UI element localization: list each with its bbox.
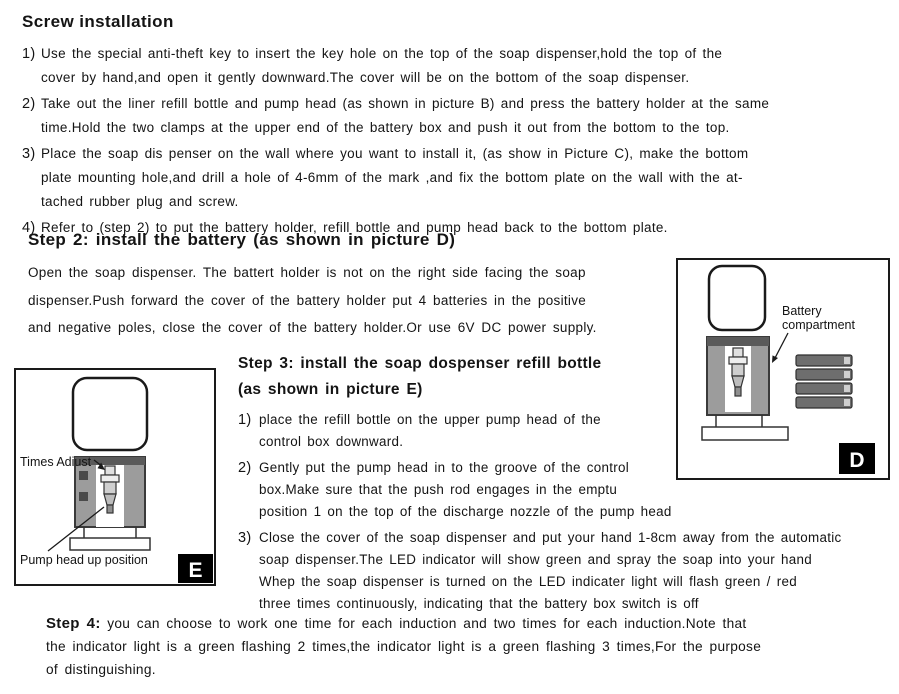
step-number: 1)	[22, 46, 36, 62]
step-text: Gently put the pump head in to the groove of the control box.Make sure that the push rod engages in the emptu position 1 on the top of the discharge nozzle of the pump head	[259, 460, 672, 519]
step-number: 3)	[22, 146, 36, 162]
step4-paragraph	[46, 612, 891, 681]
step-number: 4)	[22, 220, 36, 236]
list-item	[238, 409, 890, 453]
step-text: Place the soap dis penser on the wall where you want to install it, (as show in Picture C), make the bottom plate mounting hole,and drill a hole of 4-6mm of the mark ,and fix the bottom plate on the wall with the at- tached rubber plug and screw.	[41, 146, 749, 209]
step4-label: Step 4:	[46, 615, 101, 632]
figure-e	[14, 368, 216, 586]
step-number: 2)	[238, 460, 252, 476]
screw-hole-top	[79, 471, 88, 480]
step2-body: Open the soap dispenser. The battert holder is not on the right side facing the soap dispenser.Push forward the cover of the battery holder put 4 batteries in the positive and negative poles, close the cover of the battery holder.Or use 6V DC power supply.	[28, 265, 597, 335]
soap-bottle	[73, 378, 147, 450]
list-item	[22, 42, 884, 90]
battery-compartment-label-line2: compartment	[782, 318, 855, 332]
step-number: 3)	[238, 530, 252, 546]
battery-compartment-label-line1: Battery	[782, 304, 822, 318]
step-text: Close the cover of the soap dispenser and put your hand 1-8cm away from the automatic soap dispenser.The LED indicator will show green and spray the soap into your hand Whep the soap dispenser is turned on the LED indicater light will flash green / red three times continuously, indicating that the battery box switch is off	[259, 530, 842, 611]
step3-items-list	[238, 409, 890, 619]
step-number: 1)	[238, 412, 252, 428]
control-box-top-band	[707, 337, 769, 346]
step4-text: you can choose to work one time for each induction and two times for each induction.Note that the indicator light is a green flashing 2 times,the indicator light is a green flashing 3 times,For the purpose of distinguishing.	[46, 616, 762, 677]
soap-bottle	[709, 266, 765, 330]
figure-e-tag-label: E	[188, 559, 203, 582]
step3-heading-line1: Step 3: install the soap dospenser refill bottle	[238, 355, 602, 372]
battery-pointer-arrow	[772, 333, 788, 363]
pump-head-position-label: Pump head up position	[20, 553, 148, 567]
step-text: Refer to (step 2) to put the battery holder, refill bottle and pump head back to the bottom plate.	[41, 220, 668, 235]
screw-steps-list	[22, 42, 884, 242]
figure-e-drawing	[16, 370, 214, 584]
list-item	[238, 457, 890, 523]
step2-heading: Step 2: install the battery (as shown in picture D)	[28, 230, 456, 249]
list-item	[22, 92, 884, 140]
step-text: Use the special anti-theft key to insert the key hole on the top of the soap dispenser,hold the top of the cover by hand,and open it gently downward.The cover will be on the bottom of the soap dispenser.	[41, 46, 723, 85]
step3-heading	[238, 351, 601, 403]
figure-d-tag-label: D	[849, 449, 865, 472]
screw-hole-bottom	[79, 492, 88, 501]
times-adjust-label: Times Adiust	[20, 455, 92, 469]
base-plate	[70, 527, 150, 550]
step3-heading-line2: (as shown in picture E)	[238, 381, 423, 398]
step-number: 2)	[22, 96, 36, 112]
page-title: Screw installation	[22, 12, 174, 31]
step-text: place the refill bottle on the upper pump head of the control box downward.	[259, 412, 601, 449]
list-item	[22, 142, 884, 214]
battery-cells	[796, 355, 852, 408]
list-item	[238, 527, 890, 615]
step-text: Take out the liner refill bottle and pump head (as shown in picture B) and press the battery holder at the same time.Hold the two clamps at the upper end of the battery box and push it out from the bottom to the top.	[41, 96, 770, 135]
